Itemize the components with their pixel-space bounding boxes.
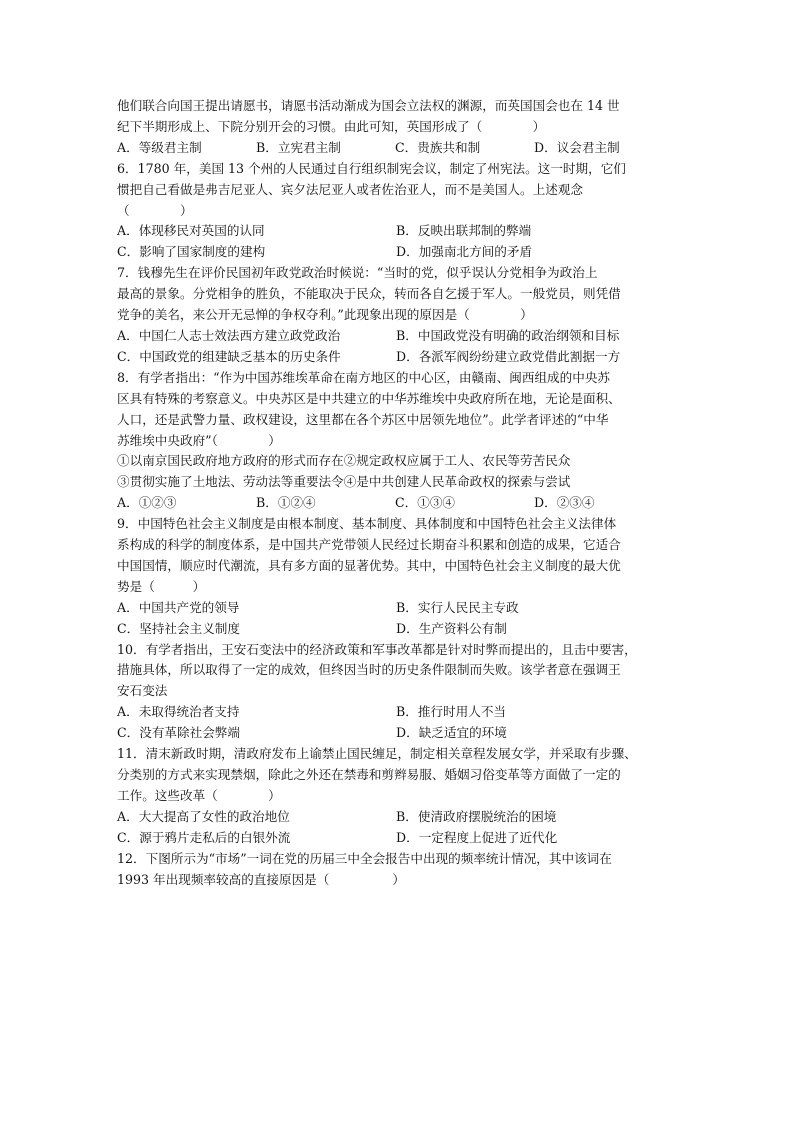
text-line: 6．1780 年，美国 13 个州的人民通过自行组织制宪会议，制定了州宪法。这一时期，它们: [117, 160, 626, 176]
text-line: 惯把自己看做是弗吉尼亚人、宾夕法尼亚人或者佐治亚人，而不是美国人。上述观念: [117, 181, 583, 197]
options-row: [117, 807, 677, 828]
question-9: [117, 514, 677, 639]
text-line: 12．下图所示为“市场”一词在党的历届三中全会报告中出现的频率统计情况，其中该词在: [117, 850, 612, 866]
text-line: 苏维埃中央政府”（ ）: [117, 432, 281, 448]
options-row: [117, 221, 677, 242]
text-line: 1993 年出现频率较高的直接原因是（ ）: [117, 871, 405, 887]
options-row: [117, 347, 677, 368]
option-a[interactable]: A．等级君主制: [117, 139, 202, 155]
options-row: [117, 619, 677, 640]
option-a[interactable]: A．体现移民对英国的认同: [117, 223, 265, 239]
option-b[interactable]: B．反映出联邦制的弊端: [396, 223, 532, 239]
option-b[interactable]: B．立宪君主制: [256, 139, 341, 155]
option-a[interactable]: A．未取得统治者支持: [117, 704, 240, 720]
question-6: [117, 159, 677, 264]
option-b[interactable]: B．实行人民民主专政: [396, 599, 519, 615]
options-row: [117, 702, 677, 723]
text-line: 分类别的方式来实现禁烟，除此之外还在禁毒和剪辫易服、婚姻习俗变革等方面做了一定的: [117, 767, 621, 782]
text-line: 人口，还是武警力量、政权建设，这里都在各个苏区中居领先地位”。此学者评述的“中华: [117, 411, 609, 427]
options-row: [117, 242, 677, 263]
option-a[interactable]: A．大大提高了女性的政治地位: [117, 808, 290, 824]
option-c[interactable]: C．没有革除社会弊端: [117, 725, 240, 741]
option-d[interactable]: D．一定程度上促进了近代化: [396, 829, 558, 845]
text-line: 安石变法: [117, 683, 168, 699]
question-8: [117, 368, 677, 514]
option-d[interactable]: D．缺乏适宜的环境: [396, 725, 507, 741]
option-a[interactable]: A．中国共产党的领导: [117, 599, 240, 615]
option-c[interactable]: C．坚持社会主义制度: [117, 620, 240, 636]
option-c[interactable]: C．①③④: [395, 495, 456, 511]
text-line: ①以南京国民政府地方政府的形式而存在②规定政权应属于工人、农民等劳苦民众: [117, 453, 571, 469]
option-d[interactable]: D．生产资料公有制: [396, 620, 507, 636]
question-7: [117, 263, 677, 368]
option-b[interactable]: B．使清政府摆脱统治的困境: [396, 808, 557, 824]
text-line: 党争的美名，来公开无忌惮的争权夺利。”此现象出现的原因是（ ）: [117, 307, 533, 323]
text-line: 势是（ ）: [117, 578, 206, 594]
text-line: ③贯彻实施了土地法、劳动法等重要法令④是中共创建人民革命政权的探索与尝试: [117, 474, 571, 490]
text-line: 7．钱穆先生在评价民国初年政党政治时候说：“当时的党，似乎误认分党相争为政治上: [117, 265, 598, 281]
question-5-stem: [117, 96, 677, 138]
option-c[interactable]: C．贵族共和制: [395, 139, 481, 155]
option-b[interactable]: B．推行时用人不当: [396, 704, 507, 720]
option-d[interactable]: D．②③④: [534, 495, 595, 511]
option-d[interactable]: D．加强南北方间的矛盾: [396, 244, 533, 260]
text-line: 系构成的科学的制度体系，是中国共产党带领人民经过长期奋斗积累和创造的成果，它适合: [117, 537, 621, 553]
options-row: [117, 493, 677, 514]
text-line: 9．中国特色社会主义制度是由根本制度、基本制度、具体制度和中国特色社会主义法律体: [117, 516, 617, 532]
text-line: 措施具体，所以取得了一定的成效，但终因当时的历史条件限制而失败。该学者意在强调王: [117, 662, 621, 678]
option-a[interactable]: A．①②③: [117, 495, 177, 511]
options-row: [117, 723, 677, 744]
text-line: 纪下半期形成上、下院分别开会的习惯。由此可知，英国形成了（ ）: [117, 118, 546, 134]
options-row: [117, 598, 677, 619]
text-line: 他们联合向国王提出请愿书，请愿书活动渐成为国会立法权的渊源，而英国国会也在 14 世: [117, 98, 620, 113]
options-row: [117, 828, 677, 849]
option-a[interactable]: A．中国仁人志士效法西方建立政党政治: [117, 327, 341, 343]
question-10: [117, 640, 677, 745]
option-d[interactable]: D．各派军阀纷纷建立政党借此割据一方: [396, 348, 621, 364]
option-d[interactable]: D．议会君主制: [534, 139, 620, 155]
option-b[interactable]: B．中国政党没有明确的政治纲领和目标: [396, 327, 620, 343]
text-line: 10．有学者指出，王安石变法中的经济政策和军事改革都是针对时弊而提出的，且击中要害，: [117, 641, 637, 657]
option-b[interactable]: B．①②④: [256, 495, 316, 511]
question-11: [117, 744, 677, 849]
option-c[interactable]: C．中国政党的组建缺乏基本的历史条件: [117, 348, 341, 364]
option-c[interactable]: C．源于鸦片走私后的白银外流: [117, 829, 291, 845]
options-row: [117, 326, 677, 347]
text-line: 工作。这些改革（ ）: [117, 787, 281, 803]
text-line: 8．有学者指出：“作为中国苏维埃革命在南方地区的中心区，由赣南、闽西组成的中央苏: [117, 369, 611, 385]
option-c[interactable]: C．影响了国家制度的建构: [117, 244, 266, 260]
text-line: （ ）: [117, 202, 193, 218]
text-line: 区具有特殊的考察意义。中央苏区是中共建立的中华苏维埃中央政府所在地，无论是面积、: [117, 390, 621, 406]
text-line: 11．清末新政时期，清政府发布上谕禁止国民缠足，制定相关章程发展女学，并采取有步骤、: [117, 746, 637, 762]
text-line: 最高的景象。分党相争的胜负，不能取决于民众，转而各自乞援于军人。一般党员，则凭借: [117, 286, 621, 302]
question-12: [117, 849, 677, 891]
exam-page: [117, 96, 677, 890]
text-line: 中国国情，顺应时代潮流，具有多方面的显著优势。其中，中国特色社会主义制度的最大优: [117, 557, 621, 573]
question-5-options: [117, 138, 677, 159]
